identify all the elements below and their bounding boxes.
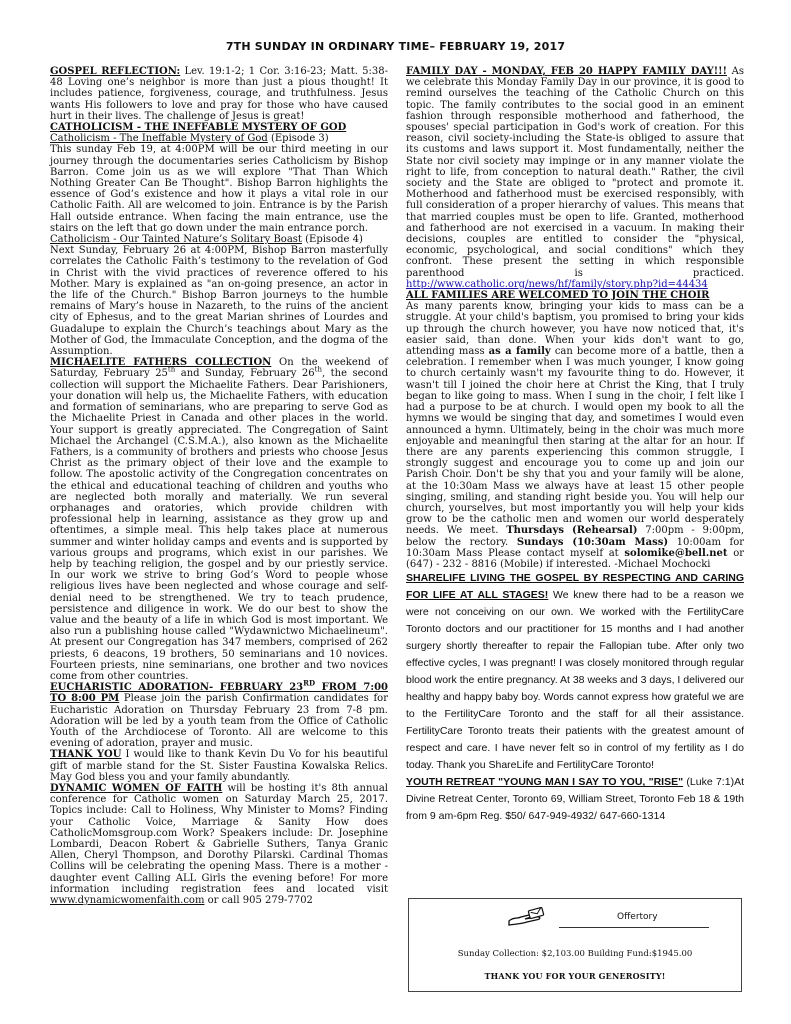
episode4-subheading: Catholicism - Our Tainted Nature’s Solitary Boast (Episode 4) [50, 234, 363, 246]
family-day-section: FAMILY DAY - MONDAY, FEB 20 HAPPY FAMILY DAY!!! As we celebrate this Monday Family Day in our province, it is good to remind ourselves the teaching of the Catholic Church on this topic. The family contributes to the social good in an eminent fashion through responsible motherhood and fatherhood, the spouses' special participation in God's work of creation. For this reason, civil society-including the State-is obliged to assure that its customs and laws support it. Most fundamentally, neither the State nor civil society may impinge or in any manner violate the right to life, from conception to natural death." Rather, the civil society and the State are obliged to "protect and promote it. Motherhood and fatherhood must be exercised responsibly, with full consideration of a proper hierarchy of values. This means that that married couples must be open to life. Granted, motherhood and fatherhood are not exercised in a vacuum. In making their decisions, couples are entitled to consider the "physical, economic, psychological, and social conditions" which they confront. These present the setting in which responsible parenthood is practiced. http://www.catholic.org/news/hf/family/story.php?id=44434 [406, 66, 744, 290]
gospel-text: Lev. 19:1-2; 1 Cor. 3:16-23; Matt. 5:38-48 Loving one’s neighbor is more than just a pious thought! It includes patience, forgiveness, courage, and truthfulness. Jesus wants His followers to love and pray for those who have caused hurt in their lives. The challenge of Jesus is great! [50, 66, 389, 122]
youth-retreat-section: YOUTH RETREAT "YOUNG MAN I SAY TO YOU, "RISE" (Luke 7:1)At Divine Retreat Center, Toronto 69, William Street, Toronto Feb 18 & 19th from 9 am-6pm Reg. $50/ 647-949-4932/ 647-660-1314 [406, 776, 744, 823]
catholicism-heading: CATHOLICISM - THE INEFFABLE MYSTERY OF GOD [50, 122, 347, 134]
page-title: 7TH SUNDAY IN ORDINARY TIME– FEBRUARY 19, 2017 [225, 40, 566, 53]
adoration-section: EUCHARISTIC ADORATION- FEBRUARY 23RD FROM 7:00 TO 8:00 PM Please join the parish Confirmation candidates for Eucharistic Adoration on Thursday February 23 from 7-8 pm. Adoration will be led by a youth team from the Office of Catholic Youth of the Archdiocese of Toronto. All are welcome to this evening of adoration, prayer and music. [50, 678, 388, 750]
thank-you-section: THANK YOU I would like to thank Kevin Du Vo for his beautiful gift of marble stand for the St. Sister Faustina Kowalska Relics. May God bless you and your family abundantly. [50, 749, 388, 783]
offertory-box [408, 898, 742, 992]
right-column [406, 66, 744, 825]
family-day-heading: FAMILY DAY - MONDAY, FEB 20 HAPPY FAMILY DAY!!! [406, 66, 727, 77]
michaelite-section: MICHAELITE FATHERS COLLECTION On the weekend of Saturday, February 25th and Sunday, February 26th, the second collection will support the Michaelite Fathers. Dear Parishioners, your donation will help us, the Michaelite Fathers, with education and formation of seminarians, who are preparing to serve God as the Michaelite Priest in Canada and other places in the world. Your support is greatly appreciated. The Congregation of Saint Michael the Archangel (C.S.M.A.), also known as the Michaelite Fathers, is a community of brothers and priests who choose Jesus Christ as the primary object of their love and the example to follow. The apostolic activity of the Congregation concentrates on the ethical and educational teaching of children and youths who are neglected both morally and materially. We run several orphanages and oratories, which provide children with professional help in learning, assistance as they grow up and oftentimes, a simple meal. This help takes place at numerous summer and winter holiday camps and events and is supported by various groups and programs, which exist in our parishes. We help by teaching religion, the gospel and by our priestly service. In our work we strive to bring God’s Word to people whose religious lives have been neglected and whose courage and self-denial need to be strengthened. We try to teach prudence, persistence and diligence in work. We do our best to show the value and the beauty of a life in which God is most important. We also run a publishing house called "Wydawnictwo Michaelineum". At present our Congregation has 347 members, comprised of 262 priests, 6 deacons, 19 brothers, 50 seminarians and 10 novices. Fourteen priests, nine seminarians, one brother and two novices come from other countries. [50, 357, 388, 682]
episode4-text: Next Sunday, February 26 at 4:00PM, Bishop Barron masterfully correlates the Catholic Faith’s testimony to the revelation of God in Christ with the vivid practices of reverence offered to his Mother. Mary is explained as "an on-going presence, an actor in the life of the Church." Bishop Barron journeys to the humble remains of Mary’s house in Nazareth, to the ruins of the ancient city of Ephesus, and to the great Marian shrines of Lourdes and Guadalupe to explain the Church’s teachings about Mary as the Mother of God, the Immaculate Conception, and the dogma of the Assumption. [50, 245, 388, 358]
gospel-heading: GOSPEL REFLECTION: [50, 66, 181, 77]
offertory-label: Offertory [617, 912, 658, 922]
choir-heading: ALL FAMILIES ARE WELCOMED TO JOIN THE CHOIR [406, 290, 710, 302]
gospel-section [50, 66, 388, 122]
episode3-text: This sunday Feb 19, at 4:00PM will be our third meeting in our journey through the documentaries series Catholicism by Bishop Barron. Come join us as we will explore "That Than Which Nothing Greater Can Be Thought". Bishop Barron highlights the essence of God’s existence and how it plays a vital role in our Catholic Faith. All are welcomed to join. Entrance is by the Parish Hall outside entrance. When facing the main entrance, use the stairs on the left that go down under the main entrance porch. [50, 144, 388, 234]
episode3-subheading: Catholicism - The Ineffable Mystery of God (Episode 3) [50, 133, 329, 145]
choir-text: As many parents know, bringing your kids to mass can be a struggle. At your child's baptism, you promised to bring your kids up through the church however, you have now noticed that, it's easier said, than done. When your kids don't want to go, attending mass as a family can become more of a battle, then a celebration. I remember when I was much younger, I know going to church certainly wasn't my favourite thing to do. However, it wasn't till I joined the choir here at Christ the King, that I truly began to like going to mass. When I sung in the choir, I felt like I had a purpose to be at church. I would open my book to all the hymns we would be singing that day, and sometimes I would even announced a hymn. Ultimately, being in the choir was much more enjoyable and meaningful then staring at the altar for an hour. If there are any parents experiencing this common struggle, I strongly suggest and encourage you to come up and join our Parish Choir. Don't be shy that you and your family will be alone, at the 10:30am Mass we always have at least 15 other people singing, smiling, and standing right beside you. You will help our church, yourselves, but most importantly you will help your kids grow to be the catholic men and women our world desperately needs. We meet. Thursdays (Rehearsal) 7:00pm - 9:00pm, below the rectory. Sundays (10:30am Mass) 10:00am for 10:30am Mass Please contact myself at solomike@bell.net or (647) - 232 - 8816 (Mobile) if interested. -Michael Mochocki [406, 301, 745, 570]
sharelife-section: SHARELIFE LIVING THE GOSPEL BY RESPECTING AND CARING FOR LIFE AT ALL STAGES! We knew there had to be a reason we were not conceiving on our own. We worked with the FertilityCare Toronto doctors and our practitioner for 15 months and I had another surgery shortly thereafter to repair the Fallopian tube. After only two effective cycles, I was pregnant! I was closely monitored through regular blood work the entire pregnancy. At 38 weeks and 3 days, I delivered our healthy and happy baby boy. Words cannot express how grateful we are to the FertilityCare Toronto and the staff for all their assistance. FertilityCare Toronto treats their patients with the greatest amount of respect and care. I have never felt so in control of my fertility as I do today. Thank you ShareLife and FertilityCare Toronto! [406, 572, 744, 772]
offertory-rule [559, 927, 709, 928]
youth-retreat-heading: YOUTH RETREAT "YOUNG MAN I SAY TO YOU, "RISE" [406, 776, 684, 789]
left-column [50, 66, 388, 906]
adoration-heading: EUCHARISTIC ADORATION- FEBRUARY 23RD FROM 7:00 TO 8:00 PM [50, 678, 388, 705]
thank-you-heading: THANK YOU [50, 749, 122, 761]
dynamic-women-section: DYNAMIC WOMEN OF FAITH will be hosting it's 8th annual conference for Catholic women on Saturday March 25, 2017. Topics include: Call to Holiness, Why Minister to Moms? Finding your Catholic Voice, Marriage & Sanity How does CatholicMomsgroup.com Work? Speakers include: Dr. Josephine Lombardi, Deacon Robert & Gabrielle Suthers, Tanya Granic Allen, Cheryl Thompson, and Dorothy Pilarski. Cardinal Thomas Collins will be celebrating the opening Mass. There is a mother - daughter event Calling ALL Girls the evening before! For more information including registration fees and located visit www.dynamicwomenfaith.com or call 905 279-7702 [50, 783, 388, 907]
generosity-thanks: THANK YOU FOR YOUR GENEROSITY! [484, 971, 666, 981]
michaelite-heading: MICHAELITE FATHERS COLLECTION [50, 357, 272, 369]
sharelife-heading: SHARELIFE LIVING THE GOSPEL BY RESPECTING AND CARING FOR LIFE AT ALL STAGES! [406, 572, 744, 602]
collection-totals: Sunday Collection: $2,103.00 Building Fund:$1945.00 [457, 949, 693, 959]
offering-hands-icon [507, 907, 547, 929]
catholic-org-link[interactable]: http://www.catholic.org/news/hf/family/story.php?id=44434 [406, 278, 708, 290]
dynamic-women-heading: DYNAMIC WOMEN OF FAITH [50, 783, 223, 794]
dynamic-women-link[interactable]: www.dynamicwomenfaith.com [50, 895, 205, 907]
choir-email[interactable]: solomike@bell.net [624, 547, 728, 559]
